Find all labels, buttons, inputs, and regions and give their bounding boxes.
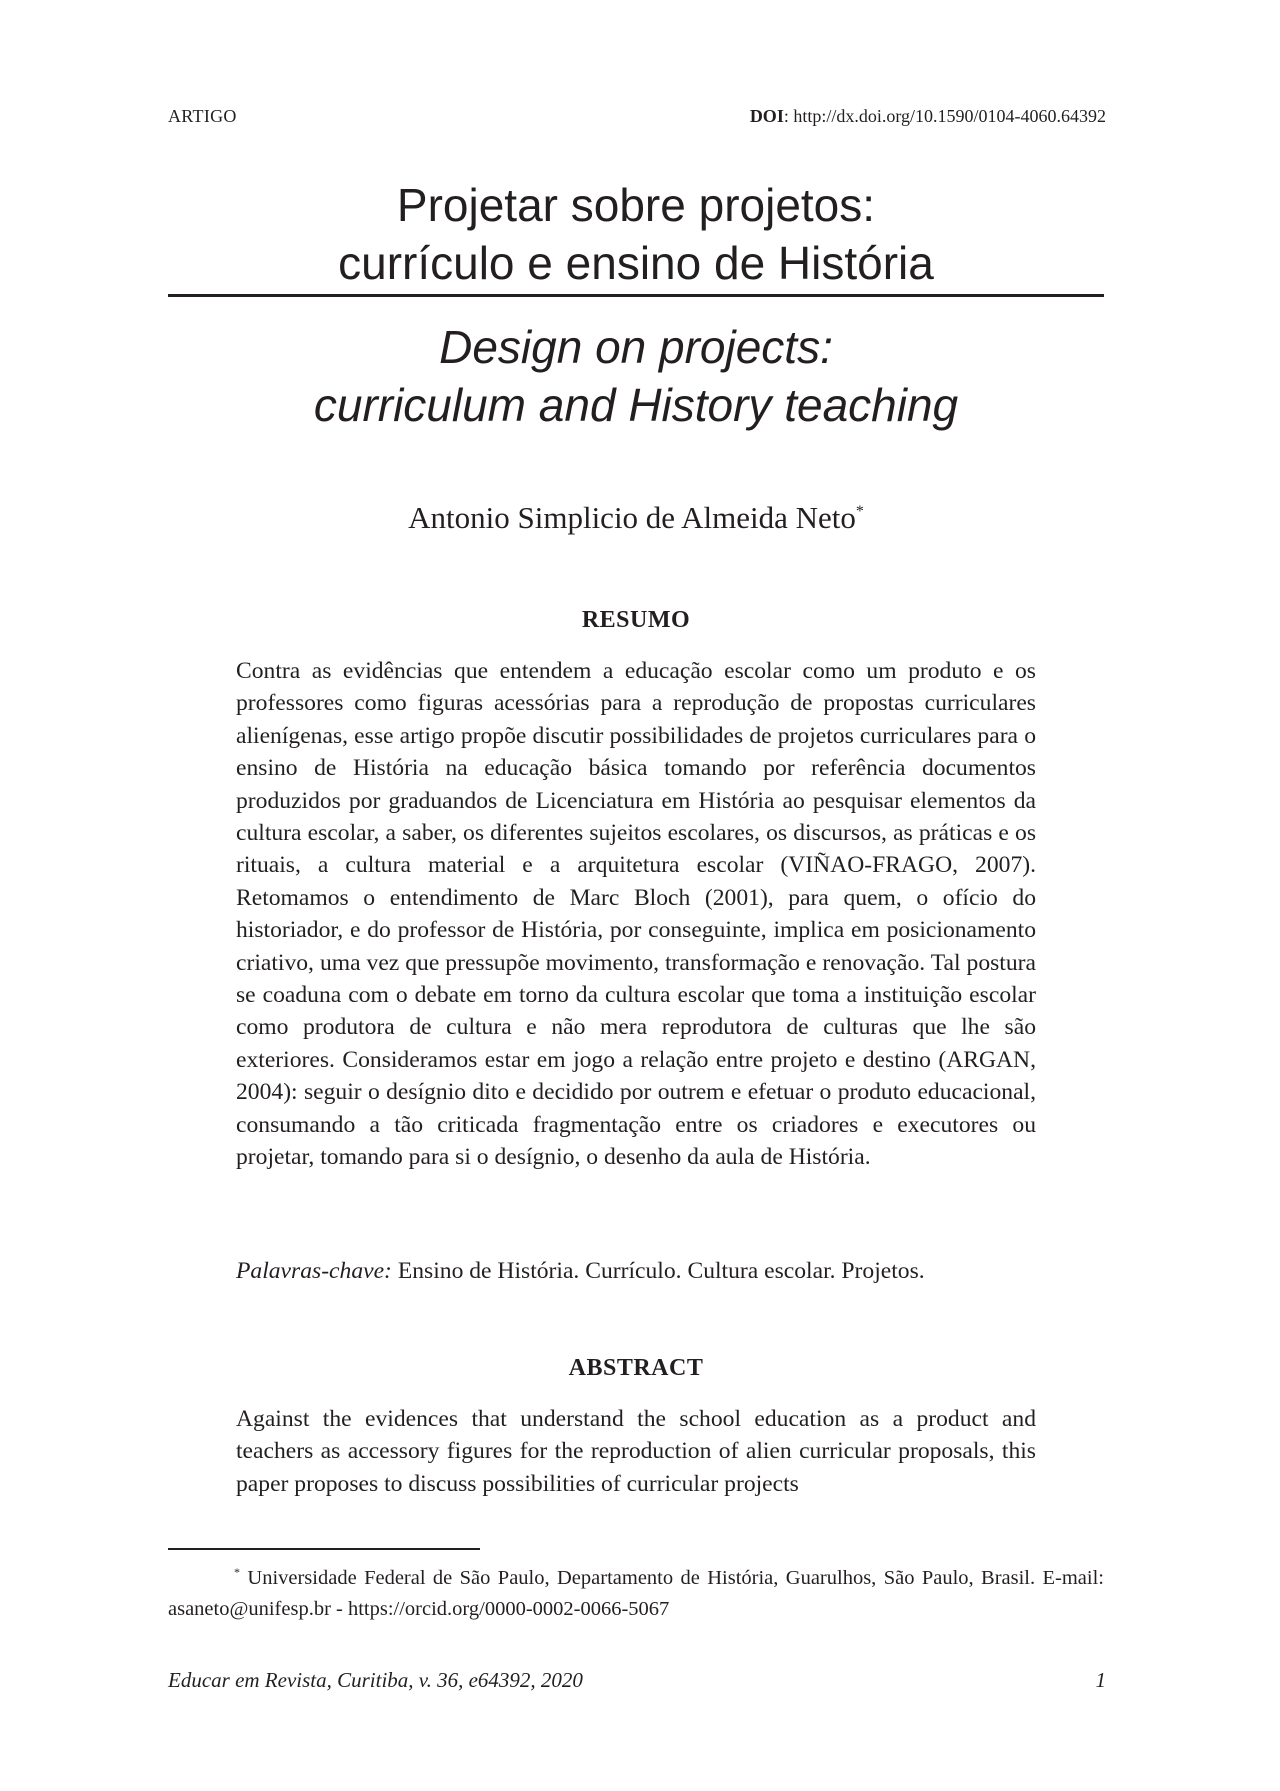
title-en-line-1: Design on projects: <box>439 321 833 373</box>
keywords-label: Palavras-chave: <box>236 1258 392 1284</box>
resumo-heading: RESUMO <box>581 607 691 633</box>
footnote-mark: * <box>234 1565 240 1579</box>
title-english <box>168 318 1104 434</box>
section-label: ARTIGO <box>168 106 237 126</box>
footnote-text: Universidade Federal de São Paulo, Departamento de História, Guarulhos, São Paulo, Brasil. E-mail: asaneto@unifesp.br - https://orcid.org/0000-0002-0066-5067 <box>168 1567 1104 1620</box>
title-pt-line-1: Projetar sobre projetos: <box>396 179 876 231</box>
resumo-body: Contra as evidências que entendem a educação escolar como um produto e os professores como figuras acessórias para a reprodução de propostas curriculares alienígenas, esse artigo propõe discutir possibilidades de projetos curriculares para o ensino de História na educação básica tomando por referência documentos produzidos por graduandos de Licenciatura em História ao pesquisar elementos da cultura escolar, a saber, os diferentes sujeitos escolares, os discursos, as práticas e os rituais, a cultura material e a arquitetura escolar (VIÑAO-FRAGO, 2007). Retomamos o entendimento de Marc Bloch (2001), para quem, o ofício do historiador, e do professor de História, por conseguinte, implica em posicionamento criativo, uma vez que pressupõe movimento, transformação e renovação. Tal postura se coaduna com o debate em torno da cultura escolar que toma a instituição escolar como produtora de cultura e não mera reprodutora de culturas que lhe são exteriores. Consideramos estar em jogo a relação entre projeto e destino (ARGAN, 2004): seguir o desígnio dito e decidido por outrem e efetuar o produto educacional, consumando a tão criticada fragmentação entre os criadores e executores ou projetar, tomando para si o desígnio, o desenho da aula de História. <box>236 658 1036 1171</box>
title-portuguese <box>168 176 1104 292</box>
doi-reference[interactable] <box>750 106 1106 127</box>
page-number: 1 <box>1095 1668 1106 1692</box>
author-footnote-mark[interactable]: * <box>855 503 864 520</box>
doi-label: DOI <box>749 106 784 126</box>
author-footnote <box>168 1557 1104 1625</box>
abstract-heading: ABSTRACT <box>568 1355 704 1381</box>
title-divider <box>168 294 1104 297</box>
journal-citation: Educar em Revista, Curitiba, v. 36, e64392, 2020 <box>168 1668 583 1692</box>
keywords-line <box>236 1255 1036 1287</box>
title-en-line-2: curriculum and History teaching <box>313 379 959 431</box>
abstract-body: Against the evidences that understand the school education as a product and teachers as accessory figures for the reproduction of alien curricular proposals, this paper proposes to discuss possibilities of curricular projects <box>236 1406 1036 1497</box>
author-line <box>168 500 1104 536</box>
keywords-list: Ensino de História. Currículo. Cultura escolar. Projetos. <box>391 1258 925 1284</box>
author-name: Antonio Simplicio de Almeida Neto <box>408 500 856 535</box>
doi-link[interactable]: : http://dx.doi.org/10.1590/0104-4060.64392 <box>783 106 1106 126</box>
footnote-divider <box>168 1548 480 1550</box>
title-pt-line-2: currículo e ensino de História <box>338 237 934 289</box>
